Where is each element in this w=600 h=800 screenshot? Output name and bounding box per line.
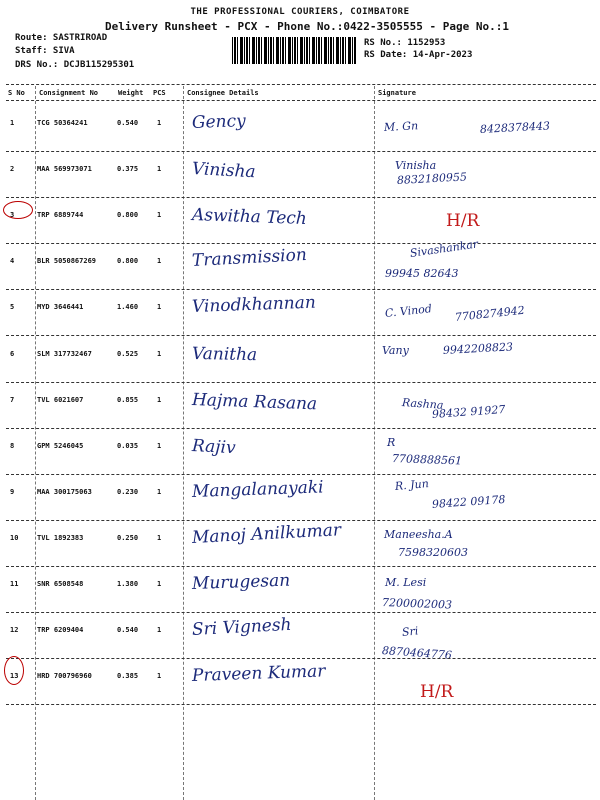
signature: Sri bbox=[401, 624, 419, 639]
weight-value: 0.230 bbox=[117, 488, 139, 496]
col-separator bbox=[35, 86, 36, 800]
consignee-name: Vinodkhannan bbox=[191, 292, 317, 317]
consignment-number: SNR 6508548 bbox=[37, 580, 84, 588]
consignment-number: GPM 5246045 bbox=[37, 442, 84, 450]
row-divider bbox=[6, 566, 596, 567]
row-divider bbox=[6, 520, 596, 521]
staff-label: Staff: SIVA bbox=[15, 46, 75, 56]
col-sno: S No bbox=[8, 89, 25, 97]
column-divider bbox=[6, 100, 596, 101]
pieces-count: 1 bbox=[157, 442, 162, 450]
consignment-number: TCG 50364241 bbox=[37, 119, 88, 127]
col-weight: Weight bbox=[118, 89, 144, 97]
serial-number: 9 bbox=[10, 488, 15, 496]
row-divider bbox=[6, 335, 596, 336]
consignment-number: TVL 6021607 bbox=[37, 396, 84, 404]
phone-number: 98422 09178 bbox=[431, 492, 506, 511]
serial-number: 12 bbox=[10, 626, 19, 634]
serial-number: 8 bbox=[10, 442, 15, 450]
row-3-circle-mark bbox=[3, 201, 33, 219]
weight-value: 1.380 bbox=[117, 580, 139, 588]
row-divider bbox=[6, 474, 596, 475]
pieces-count: 1 bbox=[157, 350, 162, 358]
row-divider bbox=[6, 151, 596, 152]
weight-value: 0.855 bbox=[117, 396, 139, 404]
col-separator bbox=[374, 86, 375, 800]
serial-number: 5 bbox=[10, 303, 15, 311]
signature: M. Gn bbox=[383, 119, 419, 134]
phone-number: 8428378443 bbox=[479, 119, 551, 136]
signature: Rashna bbox=[401, 396, 444, 412]
consignee-name: Vanitha bbox=[191, 344, 258, 366]
pieces-count: 1 bbox=[157, 672, 162, 680]
serial-number: 6 bbox=[10, 350, 15, 358]
pieces-count: 1 bbox=[157, 580, 162, 588]
consignment-number: MYD 3646441 bbox=[37, 303, 84, 311]
consignment-number: MAA 569973071 bbox=[37, 165, 92, 173]
col-separator bbox=[183, 86, 184, 800]
pieces-count: 1 bbox=[157, 257, 162, 265]
weight-value: 0.385 bbox=[117, 672, 139, 680]
row-divider bbox=[6, 197, 596, 198]
signature: M. Lesi bbox=[385, 576, 427, 589]
signature: Maneesha.A bbox=[384, 528, 453, 541]
serial-number: 1 bbox=[10, 119, 15, 127]
header-divider bbox=[6, 84, 596, 85]
row-divider bbox=[6, 382, 596, 383]
consignee-name: Aswitha Tech bbox=[191, 205, 308, 230]
serial-number: 11 bbox=[10, 580, 19, 588]
row-divider bbox=[6, 612, 596, 613]
serial-number: 10 bbox=[10, 534, 19, 542]
phone-number: 8832180955 bbox=[396, 170, 468, 187]
consignment-number: SLM 317732467 bbox=[37, 350, 92, 358]
serial-number: 2 bbox=[10, 165, 15, 173]
consignee-name: Manoj Anilkumar bbox=[191, 520, 342, 548]
pieces-count: 1 bbox=[157, 488, 162, 496]
route-label: Route: SASTRIROAD bbox=[15, 33, 108, 43]
phone-number: 8870464776 bbox=[381, 644, 453, 662]
phone-number: 7708888561 bbox=[391, 452, 463, 468]
weight-value: 0.540 bbox=[117, 119, 139, 127]
consignee-name: Praveen Kumar bbox=[191, 661, 326, 686]
phone-number: 98432 91927 bbox=[431, 402, 506, 421]
weight-value: 0.800 bbox=[117, 257, 139, 265]
row-divider bbox=[6, 289, 596, 290]
serial-number: 4 bbox=[10, 257, 15, 265]
weight-value: 0.250 bbox=[117, 534, 139, 542]
weight-value: 0.800 bbox=[117, 211, 139, 219]
rs-number: RS No.: 1152953 bbox=[364, 38, 446, 48]
consignment-number: TRP 6889744 bbox=[37, 211, 84, 219]
hand-return-mark: H/R bbox=[446, 211, 480, 231]
phone-number: 9942208823 bbox=[442, 340, 514, 357]
consignee-name: Rajiv bbox=[191, 436, 237, 459]
runsheet-subtitle: Delivery Runsheet - PCX - Phone No.:0422-3505555 - Page No.:1 bbox=[105, 20, 509, 33]
consignment-number: BLR 5050867269 bbox=[37, 257, 97, 265]
weight-value: 1.460 bbox=[117, 303, 139, 311]
pieces-count: 1 bbox=[157, 119, 162, 127]
signature: Sivashankar bbox=[409, 237, 479, 260]
pieces-count: 1 bbox=[157, 626, 162, 634]
rs-date: RS Date: 14-Apr-2023 bbox=[364, 50, 473, 60]
signature: C. Vinod bbox=[384, 302, 433, 320]
col-pcs: PCS bbox=[153, 89, 166, 97]
consignment-number: MAA 300175063 bbox=[37, 488, 92, 496]
weight-value: 0.035 bbox=[117, 442, 139, 450]
signature: Vinisha bbox=[395, 159, 437, 172]
company-title: THE PROFESSIONAL COURIERS, COIMBATORE bbox=[190, 7, 410, 17]
pieces-count: 1 bbox=[157, 303, 162, 311]
consignee-name: Transmission bbox=[191, 244, 308, 271]
signature: Vany bbox=[382, 344, 409, 357]
phone-number: 7200002003 bbox=[381, 596, 453, 612]
row-divider bbox=[6, 243, 596, 244]
consignee-name: Vinisha bbox=[191, 159, 257, 183]
pieces-count: 1 bbox=[157, 165, 162, 173]
consignment-number: TRP 6209404 bbox=[37, 626, 84, 634]
consignee-name: Hajma Rasana bbox=[191, 390, 318, 415]
consignee-name: Sri Vignesh bbox=[191, 614, 292, 640]
row-divider bbox=[6, 428, 596, 429]
hand-return-mark: H/R bbox=[420, 682, 454, 702]
weight-value: 0.525 bbox=[117, 350, 139, 358]
consignee-name: Murugesan bbox=[191, 570, 291, 594]
signature: R bbox=[387, 436, 396, 449]
signature: R. Jun bbox=[394, 477, 430, 493]
pieces-count: 1 bbox=[157, 396, 162, 404]
consignee-name: Gency bbox=[191, 111, 247, 133]
weight-value: 0.540 bbox=[117, 626, 139, 634]
phone-number: 7598320603 bbox=[398, 546, 468, 559]
consignment-number: HRD 700796960 bbox=[37, 672, 92, 680]
barcode-image bbox=[232, 37, 357, 64]
serial-number: 13 bbox=[10, 672, 19, 680]
col-signature: Signature bbox=[378, 89, 416, 97]
serial-number: 3 bbox=[10, 211, 15, 219]
serial-number: 7 bbox=[10, 396, 15, 404]
pieces-count: 1 bbox=[157, 211, 162, 219]
consignee-name: Mangalanayaki bbox=[191, 477, 324, 502]
consignment-number: TVL 1892383 bbox=[37, 534, 84, 542]
weight-value: 0.375 bbox=[117, 165, 139, 173]
row-divider bbox=[6, 658, 596, 659]
col-consignee: Consignee Details bbox=[187, 89, 259, 97]
row-divider bbox=[6, 704, 596, 705]
drs-number: DRS No.: DCJB115295301 bbox=[15, 60, 135, 70]
row-13-circle-mark bbox=[4, 656, 24, 685]
phone-number: 99945 82643 bbox=[385, 267, 459, 280]
col-consignment: Consignment No bbox=[39, 89, 99, 97]
phone-number: 7708274942 bbox=[454, 303, 526, 324]
pieces-count: 1 bbox=[157, 534, 162, 542]
